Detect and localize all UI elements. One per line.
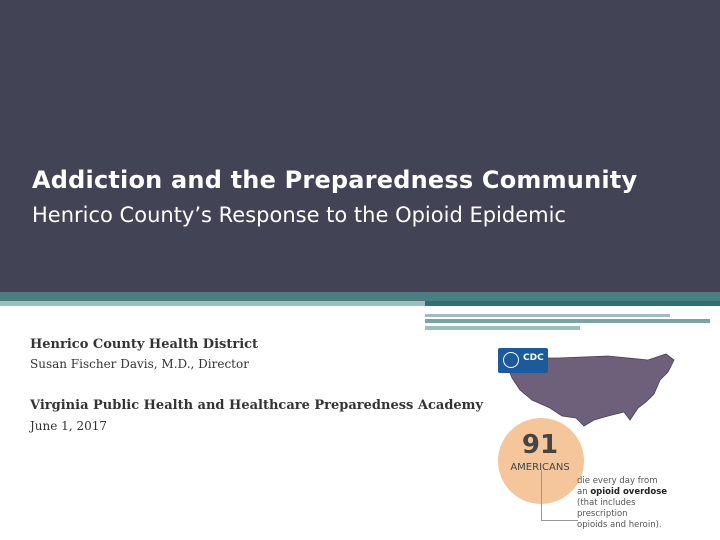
event-date: June 1, 2017	[30, 419, 107, 433]
caption-line-2	[577, 487, 687, 498]
caption-line-1: die every day from	[577, 476, 658, 486]
presenter-organization: Henrico County Health District	[30, 337, 259, 352]
caption-line-4: opioids and heroin).	[577, 520, 662, 530]
divider-stripe	[0, 292, 720, 301]
divider-gap	[425, 306, 720, 314]
stat-number: 91	[521, 430, 559, 460]
cdc-seal-icon	[503, 352, 519, 368]
caption-line-3: (that includes prescription	[577, 498, 636, 519]
divider-line-2	[425, 319, 710, 323]
divider-line-1	[425, 314, 670, 317]
cdc-logo-text: CDC	[523, 353, 544, 363]
cdc-logo	[498, 348, 548, 373]
stat-unit: AMERICANS	[510, 462, 570, 473]
stat-bracket	[541, 470, 578, 521]
caption-highlight: opioid overdose	[590, 487, 668, 497]
slide-title: Addiction and the Preparedness Community	[32, 166, 638, 194]
stat-caption	[577, 476, 687, 531]
presenter-name: Susan Fischer Davis, M.D., Director	[30, 357, 249, 371]
slide-subtitle: Henrico County’s Response to the Opioid Epidemic	[32, 203, 566, 227]
divider-line-3	[425, 326, 580, 330]
divider-stripe-light	[0, 301, 425, 306]
caption-prefix: an	[577, 487, 591, 497]
event-name: Virginia Public Health and Healthcare Preparedness Academy	[30, 398, 483, 413]
